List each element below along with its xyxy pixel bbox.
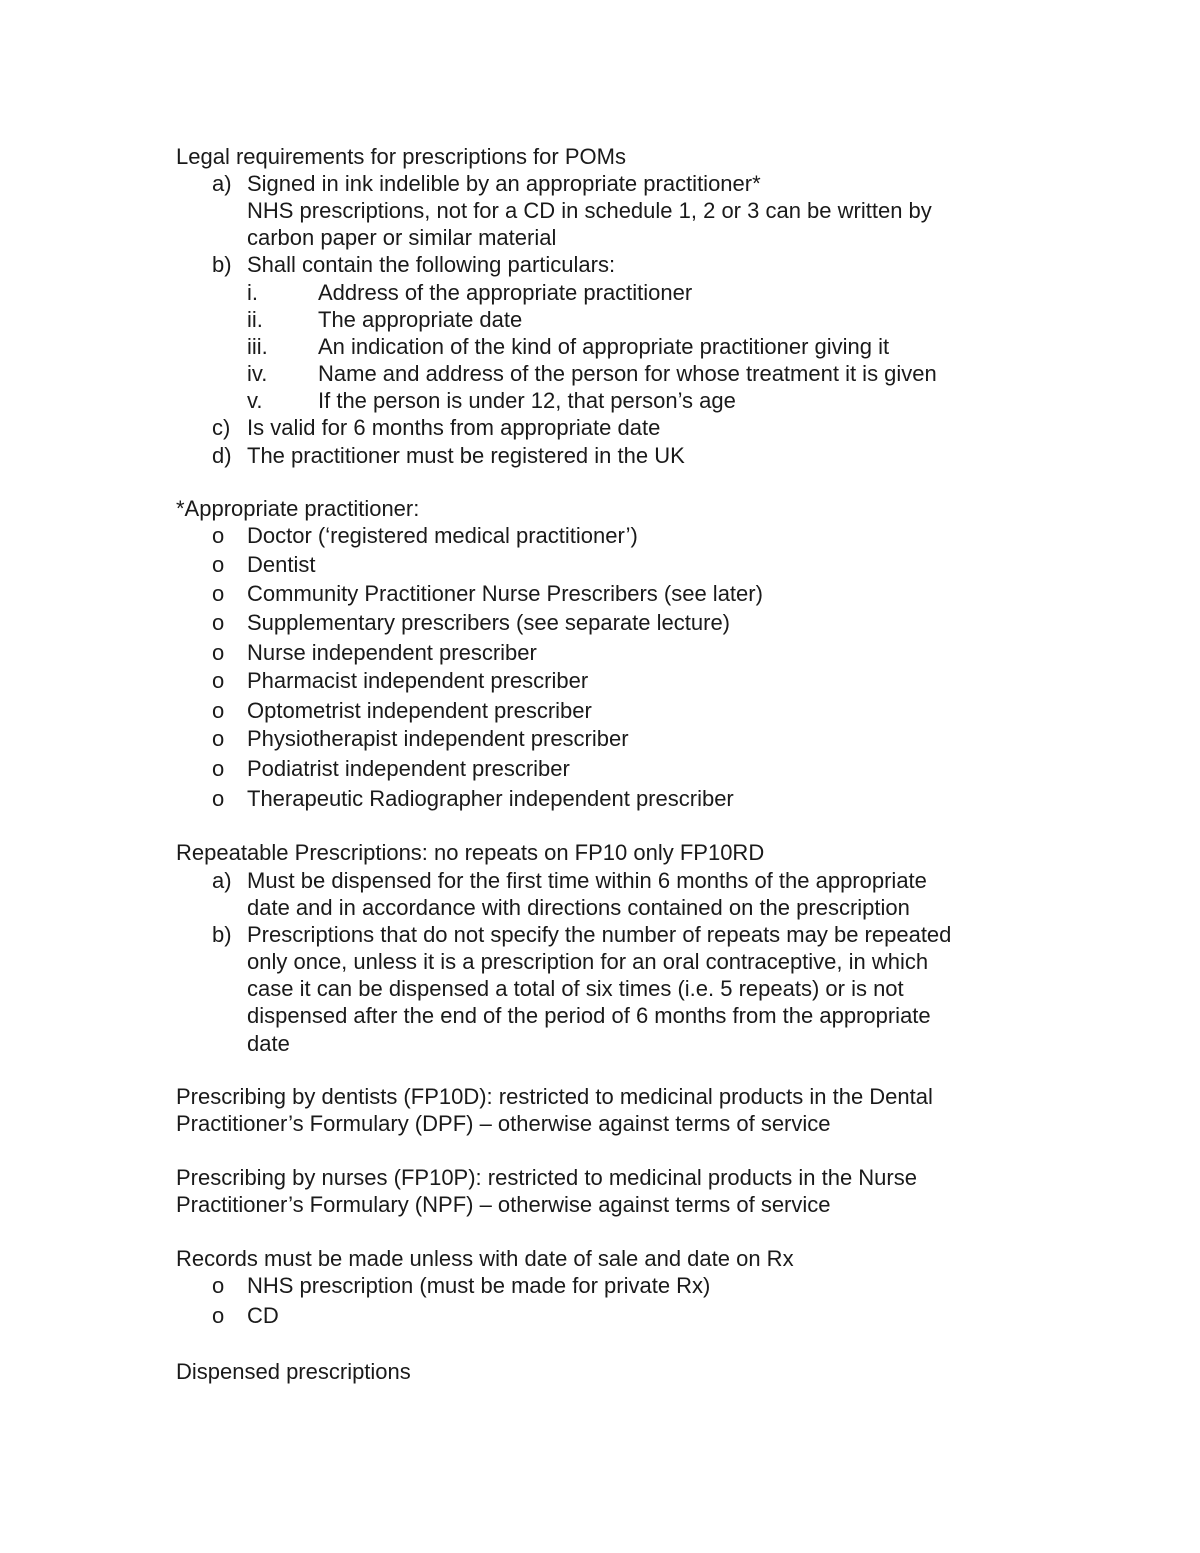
sublist-marker: iii. [247, 334, 268, 359]
list-marker: b) [212, 252, 232, 277]
paragraph-nurses: Prescribing by nurses (FP10P): restricted to medicinal products in the Nurse [176, 1165, 917, 1190]
list-item-text: carbon paper or similar material [247, 225, 557, 250]
bullet-item-text: Supplementary prescribers (see separate lecture) [247, 610, 731, 635]
list-marker: d) [212, 443, 232, 468]
section-heading-practitioners: *Appropriate practitioner: [176, 496, 420, 521]
bullet-item-text: Optometrist independent prescriber [247, 698, 592, 723]
bullet-marker: o [212, 610, 225, 635]
list-item-text: Is valid for 6 months from appropriate date [247, 415, 661, 440]
bullet-item-text: Physiotherapist independent prescriber [247, 726, 629, 751]
section-heading-dispensed: Dispensed prescriptions [176, 1359, 411, 1384]
list-item-text: Prescriptions that do not specify the number of repeats may be repeated [247, 922, 952, 947]
bullet-item-text: Therapeutic Radiographer independent prescriber [247, 786, 734, 811]
sublist-item-text: If the person is under 12, that person’s age [318, 388, 736, 413]
paragraph-dentists: Prescribing by dentists (FP10D): restricted to medicinal products in the Dental [176, 1084, 933, 1109]
bullet-marker: o [212, 1273, 225, 1298]
list-item-text: date and in accordance with directions contained on the prescription [247, 895, 910, 920]
bullet-marker: o [212, 552, 225, 577]
list-item-text: Must be dispensed for the first time within 6 months of the appropriate [247, 868, 927, 893]
sublist-item-text: The appropriate date [318, 307, 523, 332]
list-item-text: case it can be dispensed a total of six times (i.e. 5 repeats) or is not [247, 976, 904, 1001]
bullet-marker: o [212, 640, 225, 665]
list-marker: a) [212, 868, 232, 893]
sublist-marker: v. [247, 388, 263, 413]
sublist-item-text: Address of the appropriate practitioner [318, 280, 693, 305]
bullet-marker: o [212, 726, 225, 751]
bullet-marker: o [212, 1303, 225, 1328]
list-marker: a) [212, 171, 232, 196]
section-heading-pom: Legal requirements for prescriptions for POMs [176, 144, 626, 169]
list-marker: b) [212, 922, 232, 947]
list-item-text: date [247, 1031, 290, 1056]
bullet-marker: o [212, 581, 225, 606]
bullet-item-text: Pharmacist independent prescriber [247, 668, 589, 693]
bullet-marker: o [212, 668, 225, 693]
bullet-marker: o [212, 786, 225, 811]
section-heading-records: Records must be made unless with date of sale and date on Rx [176, 1246, 794, 1271]
list-item-text: Shall contain the following particulars: [247, 252, 616, 277]
bullet-item-text: NHS prescription (must be made for private Rx) [247, 1273, 711, 1298]
bullet-item-text: Podiatrist independent prescriber [247, 756, 570, 781]
section-heading-repeatable: Repeatable Prescriptions: no repeats on FP10 only FP10RD [176, 840, 765, 865]
sublist-item-text: An indication of the kind of appropriate practitioner giving it [318, 334, 890, 359]
sublist-marker: ii. [247, 307, 263, 332]
list-item-text: NHS prescriptions, not for a CD in schedule 1, 2 or 3 can be written by [247, 198, 932, 223]
sublist-marker: iv. [247, 361, 268, 386]
bullet-marker: o [212, 756, 225, 781]
sublist-marker: i. [247, 280, 258, 305]
bullet-item-text: Community Practitioner Nurse Prescribers (see later) [247, 581, 763, 606]
bullet-marker: o [212, 698, 225, 723]
list-item-text: Signed in ink indelible by an appropriate practitioner* [247, 171, 761, 196]
paragraph-nurses: Practitioner’s Formulary (NPF) – otherwise against terms of service [176, 1192, 831, 1217]
list-marker: c) [212, 415, 231, 440]
bullet-item-text: Doctor (‘registered medical practitioner’) [247, 523, 638, 548]
paragraph-dentists: Practitioner’s Formulary (DPF) – otherwise against terms of service [176, 1111, 831, 1136]
bullet-item-text: Dentist [247, 552, 316, 577]
bullet-marker: o [212, 523, 225, 548]
sublist-item-text: Name and address of the person for whose treatment it is given [318, 361, 937, 386]
bullet-item-text: Nurse independent prescriber [247, 640, 537, 665]
bullet-item-text: CD [247, 1303, 279, 1328]
list-item-text: only once, unless it is a prescription for an oral contraceptive, in which [247, 949, 929, 974]
list-item-text: The practitioner must be registered in the UK [247, 443, 685, 468]
list-item-text: dispensed after the end of the period of 6 months from the appropriate [247, 1003, 931, 1028]
